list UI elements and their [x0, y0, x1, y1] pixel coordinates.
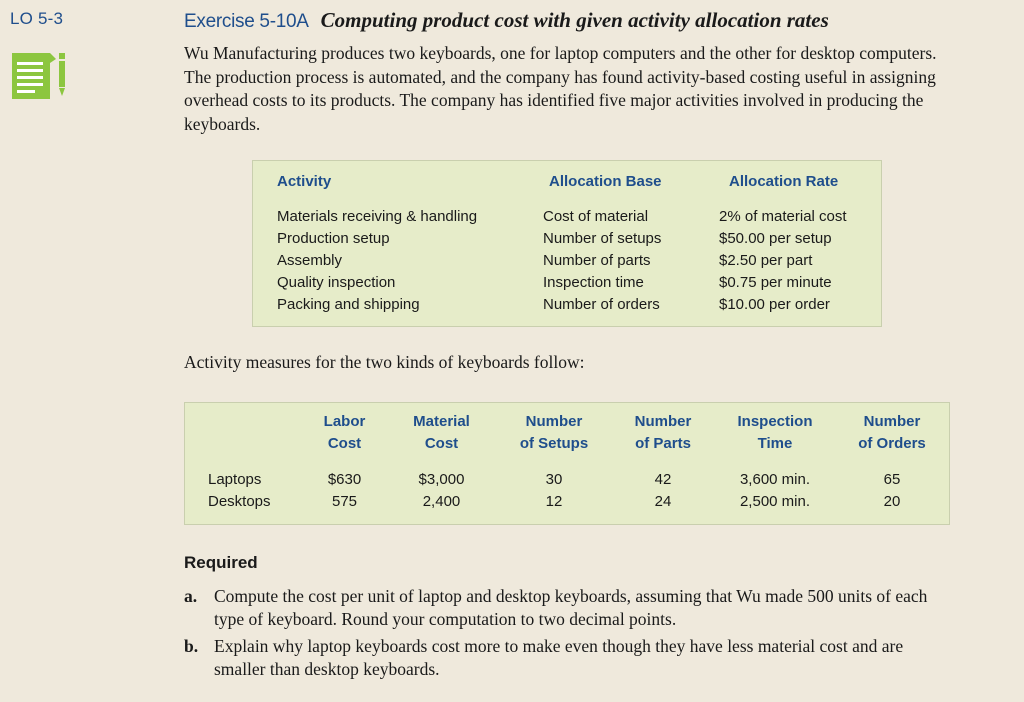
exercise-number: Exercise 5-10A [184, 11, 309, 32]
parts-column [625, 411, 701, 513]
column-header-activity: Activity [277, 173, 332, 190]
column-header-of-parts: of Parts [635, 435, 691, 452]
column-header-of-setups: of Setups [519, 435, 589, 452]
column-header-allocation-rate: Allocation Rate [729, 173, 839, 190]
allocation-base-column [543, 171, 662, 316]
product-cell-desktops: Desktops [208, 493, 271, 510]
orders-cell: 65 [883, 471, 901, 488]
activity-cell: Production setup [277, 230, 390, 247]
product-cell-laptops: Laptops [208, 471, 262, 488]
parts-cell: 24 [654, 493, 672, 510]
setups-column [511, 411, 597, 513]
column-header-allocation-base: Allocation Base [549, 173, 662, 190]
material-cost-cell: 2,400 [422, 493, 461, 510]
orders-cell: 20 [883, 493, 901, 510]
required-item-label: a. [184, 586, 198, 606]
required-item-text: Explain why laptop keyboards cost more to make even though they have less material cost and are smaller than desktop keyboards. [214, 636, 904, 679]
labor-cost-column [307, 411, 382, 513]
column-header-inspection: Inspection [737, 413, 813, 430]
column-header-number: Number [863, 413, 921, 430]
allocation-base-cell: Number of orders [543, 296, 660, 313]
column-header-cost: Cost [424, 435, 459, 452]
activity-rate-table [252, 160, 882, 327]
allocation-base-cell: Number of setups [543, 230, 662, 247]
column-header-labor: Labor [323, 413, 366, 430]
activity-cell: Materials receiving & handling [277, 208, 478, 225]
material-cost-column [400, 411, 483, 513]
exercise-heading [184, 8, 829, 33]
allocation-rate-cell: $50.00 per setup [719, 230, 832, 247]
activity-cell: Quality inspection [277, 274, 396, 291]
activity-column [277, 171, 477, 316]
allocation-rate-cell: $10.00 per order [719, 296, 830, 313]
required-item-b [184, 635, 954, 681]
column-header-material: Material [413, 413, 470, 430]
inspection-time-cell: 2,500 min. [739, 493, 811, 510]
required-item-a [184, 585, 954, 631]
activity-cell: Assembly [277, 252, 343, 269]
required-heading: Required [184, 553, 258, 572]
allocation-base-cell: Number of parts [543, 252, 651, 269]
required-item-label: b. [184, 636, 199, 656]
labor-cost-cell: $630 [327, 471, 362, 488]
parts-cell: 42 [654, 471, 672, 488]
setups-cell: 12 [545, 493, 563, 510]
column-header-time: Time [757, 435, 793, 452]
column-header-number: Number [634, 413, 692, 430]
activity-measures-table [184, 402, 950, 525]
exercise-title: Computing product cost with given activity allocation rates [320, 8, 829, 32]
allocation-rate-column [719, 171, 847, 316]
learning-objective-label: LO 5-3 [10, 9, 64, 28]
activity-cell: Packing and shipping [277, 296, 420, 313]
document-pencil-icon [10, 50, 74, 102]
allocation-rate-cell: $2.50 per part [719, 252, 813, 269]
product-column [208, 411, 271, 513]
required-item-text: Compute the cost per unit of laptop and desktop keyboards, assuming that Wu made 500 units of each type of keyboard. Round your computation to two decimal points. [214, 586, 928, 629]
material-cost-cell: $3,000 [418, 471, 465, 488]
allocation-base-cell: Inspection time [543, 274, 644, 291]
setups-cell: 30 [545, 471, 563, 488]
allocation-rate-cell: $0.75 per minute [719, 274, 832, 291]
exercise-intro: Wu Manufacturing produces two keyboards, one for laptop computers and the other for desktop computers. The production process is automated, and the company has found activity-based costing useful in assigning overhead costs to its products. The company has identified five major activities involved in producing the keyboards. [184, 43, 937, 134]
allocation-rate-cell: 2% of material cost [719, 208, 847, 225]
inspection-time-column [727, 411, 823, 513]
column-header-of-orders: of Orders [858, 435, 926, 452]
allocation-base-cell: Cost of material [543, 208, 649, 225]
orders-column [848, 411, 936, 513]
column-header-cost: Cost [327, 435, 362, 452]
measures-intro: Activity measures for the two kinds of keyboards follow: [184, 352, 585, 372]
inspection-time-cell: 3,600 min. [739, 471, 811, 488]
labor-cost-cell: 575 [331, 493, 358, 510]
column-header-number: Number [525, 413, 583, 430]
